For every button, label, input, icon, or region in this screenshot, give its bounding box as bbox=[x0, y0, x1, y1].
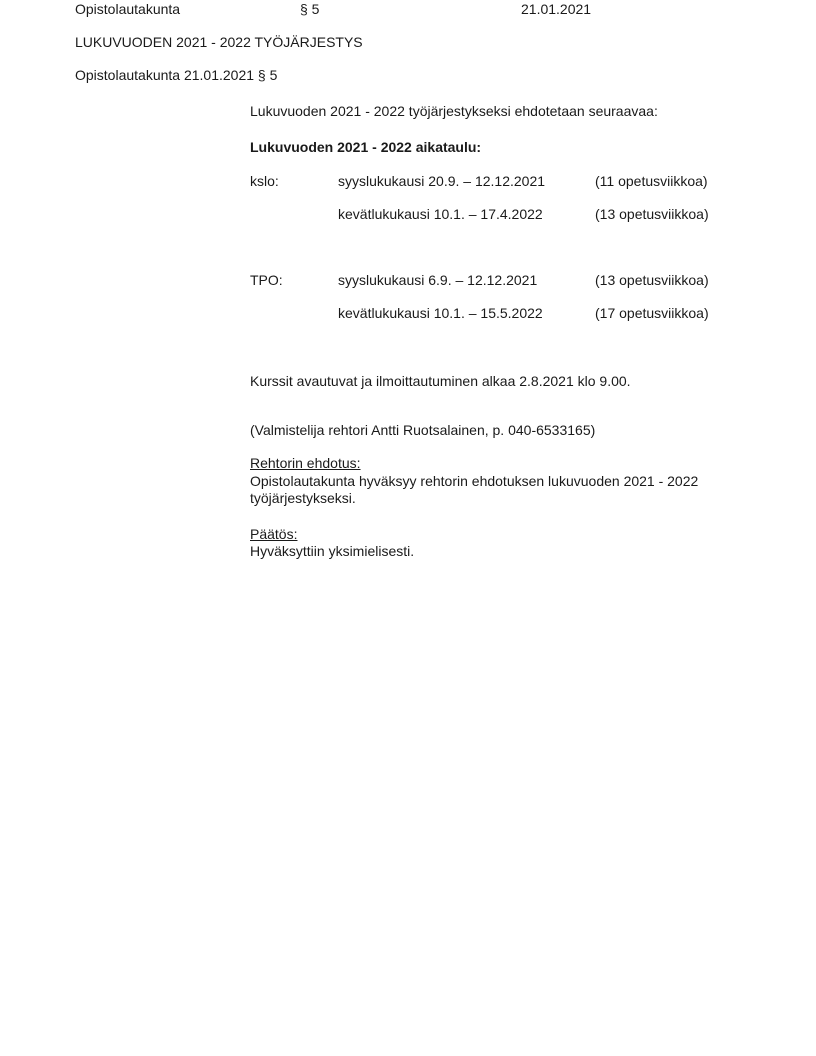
section-number: § 5 bbox=[300, 1, 320, 17]
proposal-heading: Rehtorin ehdotus: bbox=[250, 455, 361, 471]
document-title: LUKUVUODEN 2021 - 2022 TYÖJÄRJESTYS bbox=[75, 34, 363, 50]
decision-text: Hyväksyttiin yksimielisesti. bbox=[250, 543, 415, 559]
registration-note: Kurssit avautuvat ja ilmoittautuminen alkaa 2.8.2021 klo 9.00. bbox=[250, 373, 631, 389]
intro-paragraph: Lukuvuoden 2021 - 2022 työjärjestykseksi ehdotetaan seuraavaa: bbox=[250, 103, 658, 119]
reference-line: Opistolautakunta 21.01.2021 § 5 bbox=[75, 67, 278, 83]
decision-heading: Päätös: bbox=[250, 526, 298, 542]
schedule-term: kevätlukukausi 10.1. – 15.5.2022 bbox=[338, 305, 543, 321]
schedule-weeks: (13 opetusviikkoa) bbox=[595, 272, 709, 288]
schedule-label: TPO: bbox=[250, 272, 283, 288]
committee-name: Opistolautakunta bbox=[75, 1, 181, 17]
schedule-term: syyslukukausi 6.9. – 12.12.2021 bbox=[338, 272, 538, 288]
schedule-weeks: (13 opetusviikkoa) bbox=[595, 206, 709, 222]
proposal-text: Opistolautakunta hyväksyy rehtorin ehdotuksen lukuvuoden 2021 - 2022 työjärjestykseksi. bbox=[250, 473, 699, 506]
document-date: 21.01.2021 bbox=[521, 1, 592, 17]
schedule-weeks: (17 opetusviikkoa) bbox=[595, 305, 709, 321]
schedule-weeks: (11 opetusviikkoa) bbox=[595, 173, 708, 189]
schedule-label: kslo: bbox=[250, 173, 279, 189]
preparer-note: (Valmistelija rehtori Antti Ruotsalainen, p. 040-6533165) bbox=[250, 422, 596, 438]
schedule-term: syyslukukausi 20.9. – 12.12.2021 bbox=[338, 173, 546, 189]
schedule-term: kevätlukukausi 10.1. – 17.4.2022 bbox=[338, 206, 543, 222]
schedule-heading: Lukuvuoden 2021 - 2022 aikataulu: bbox=[250, 139, 482, 155]
